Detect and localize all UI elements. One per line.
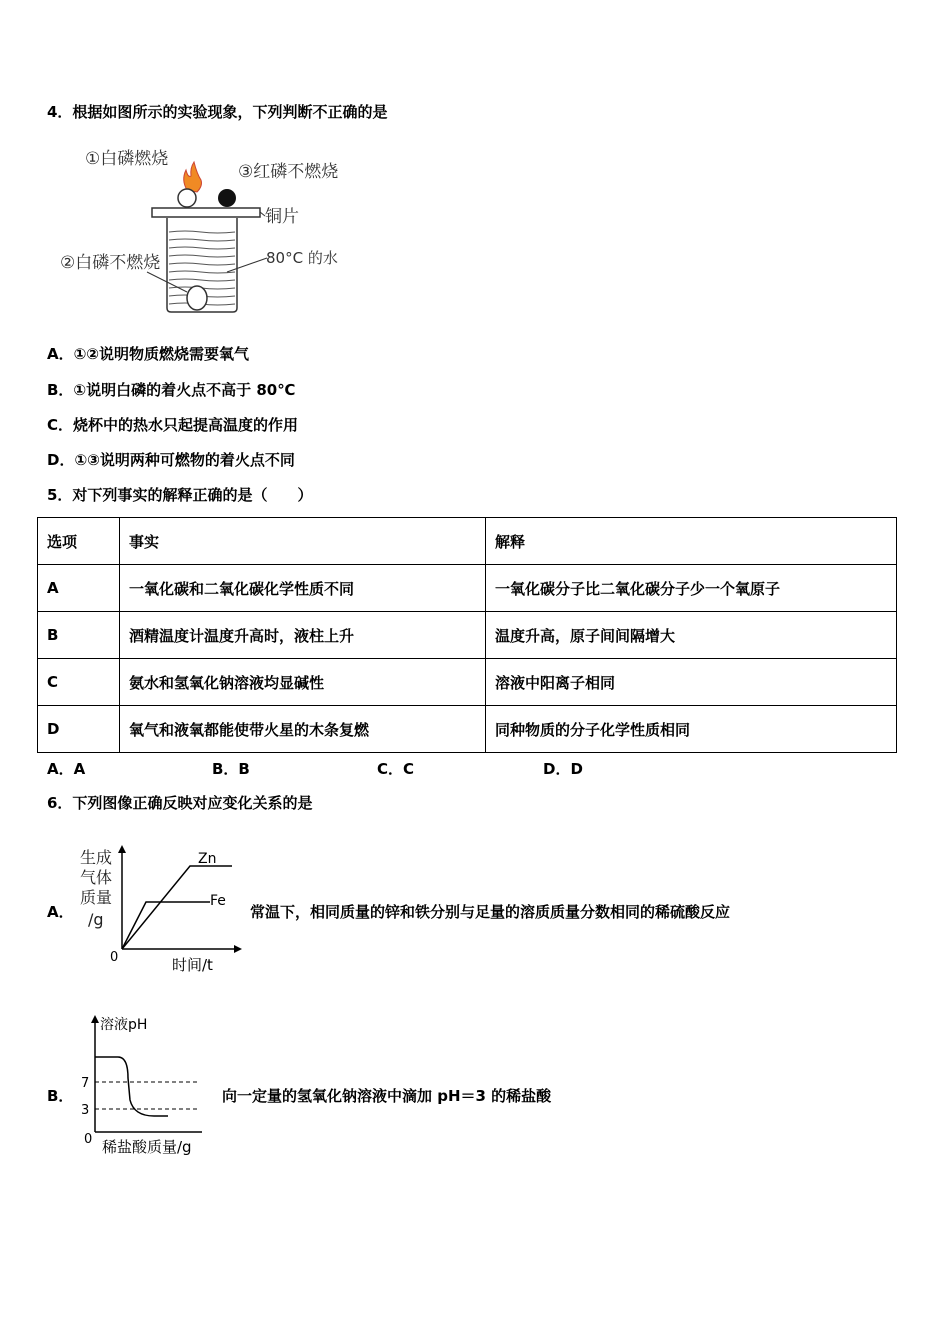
tick-7: 7 [81,1076,90,1091]
q5-answer-b: B．B [212,760,250,778]
zn-label: Zn [198,851,217,867]
flame-icon [184,162,202,192]
white-phosphorus-underwater [187,286,207,310]
y-axis-arrow [91,1015,99,1023]
q4-option-b: B．①说明白磷的着火点不高于 80℃ [47,381,296,399]
y-axis-arrow [118,845,126,853]
label-white-phosphorus-underwater: ②白磷不燃烧 [60,253,161,273]
q6-option-a-text: 常温下，相同质量的锌和铁分别与足量的溶质质量分数相同的稀硫酸反应 [250,903,731,921]
row-fact: 酒精温度计温度升高时，液柱上升 [120,612,486,659]
fe-label: Fe [210,893,226,909]
table-row [38,612,897,659]
q6-option-a-label: A． [47,903,74,921]
label-copper-sheet: 铜片 [265,207,299,227]
header-option: 选项 [38,518,120,565]
copper-sheet [152,208,260,217]
row-option: C [38,659,120,706]
origin-label: 0 [84,1132,93,1147]
x-label: 时间/t [172,956,213,974]
table-header-row [38,518,897,565]
label-hot-water: 80°C 的水 [266,249,338,267]
table-row [38,565,897,612]
row-explanation: 一氧化碳分子比二氧化碳分子少一个氧原子 [486,565,897,612]
q6-option-b-text: 向一定量的氢氧化钠溶液中滴加 pH＝3 的稀盐酸 [222,1087,552,1105]
y-label-line4: /g [88,910,104,929]
q6-option-b-label: B． [47,1087,74,1105]
q4-option-d: D．①③说明两种可燃物的着火点不同 [47,451,295,469]
origin-label: 0 [110,950,119,965]
row-explanation: 温度升高，原子间间隔增大 [486,612,897,659]
label-white-phosphorus-burning: ①白磷燃烧 [85,149,169,169]
row-option: D [38,706,120,753]
y-label-line2: 气体 [80,868,113,887]
ph-curve [95,1057,168,1116]
row-option: A [38,565,120,612]
white-phosphorus-on-copper [178,189,196,207]
row-fact: 氨水和氢氧化钠溶液均显碱性 [120,659,486,706]
q6-chart-b [76,1010,216,1160]
y-label-line1: 生成 [80,848,113,867]
label-red-phosphorus: ③红磷不燃烧 [238,162,339,182]
row-explanation: 同种物质的分子化学性质相同 [486,706,897,753]
red-phosphorus-on-copper [218,189,236,207]
header-fact: 事实 [120,518,486,565]
table-row [38,706,897,753]
q5-table [37,517,897,753]
row-option: B [38,612,120,659]
q6-question: 6．下列图像正确反映对应变化关系的是 [47,794,313,812]
q6-chart-a [76,843,246,975]
tick-3: 3 [81,1103,90,1118]
q5-question: 5．对下列事实的解释正确的是（ ） [47,486,313,504]
q4-option-a: A．①②说明物质燃烧需要氧气 [47,345,250,363]
row-explanation: 溶液中阳离子相同 [486,659,897,706]
x-label: 稀盐酸质量/g [102,1138,192,1156]
fe-line [122,902,210,949]
y-label-line3: 质量 [80,888,113,907]
row-fact: 一氧化碳和二氧化碳化学性质不同 [120,565,486,612]
table-row [38,659,897,706]
q4-option-c: C．烧杯中的热水只起提高温度的作用 [47,416,299,434]
q4-experiment-figure [55,140,365,320]
header-explanation: 解释 [486,518,897,565]
row-fact: 氧气和液氧都能使带火星的木条复燃 [120,706,486,753]
q5-answer-d: D．D [543,760,583,778]
q5-answer-a: A．A [47,760,86,778]
q4-question: 4．根据如图所示的实验现象，下列判断不正确的是 [47,103,388,121]
q5-answer-c: C．C [377,760,415,778]
y-label: 溶液pH [100,1017,148,1033]
x-axis-arrow [234,945,242,953]
